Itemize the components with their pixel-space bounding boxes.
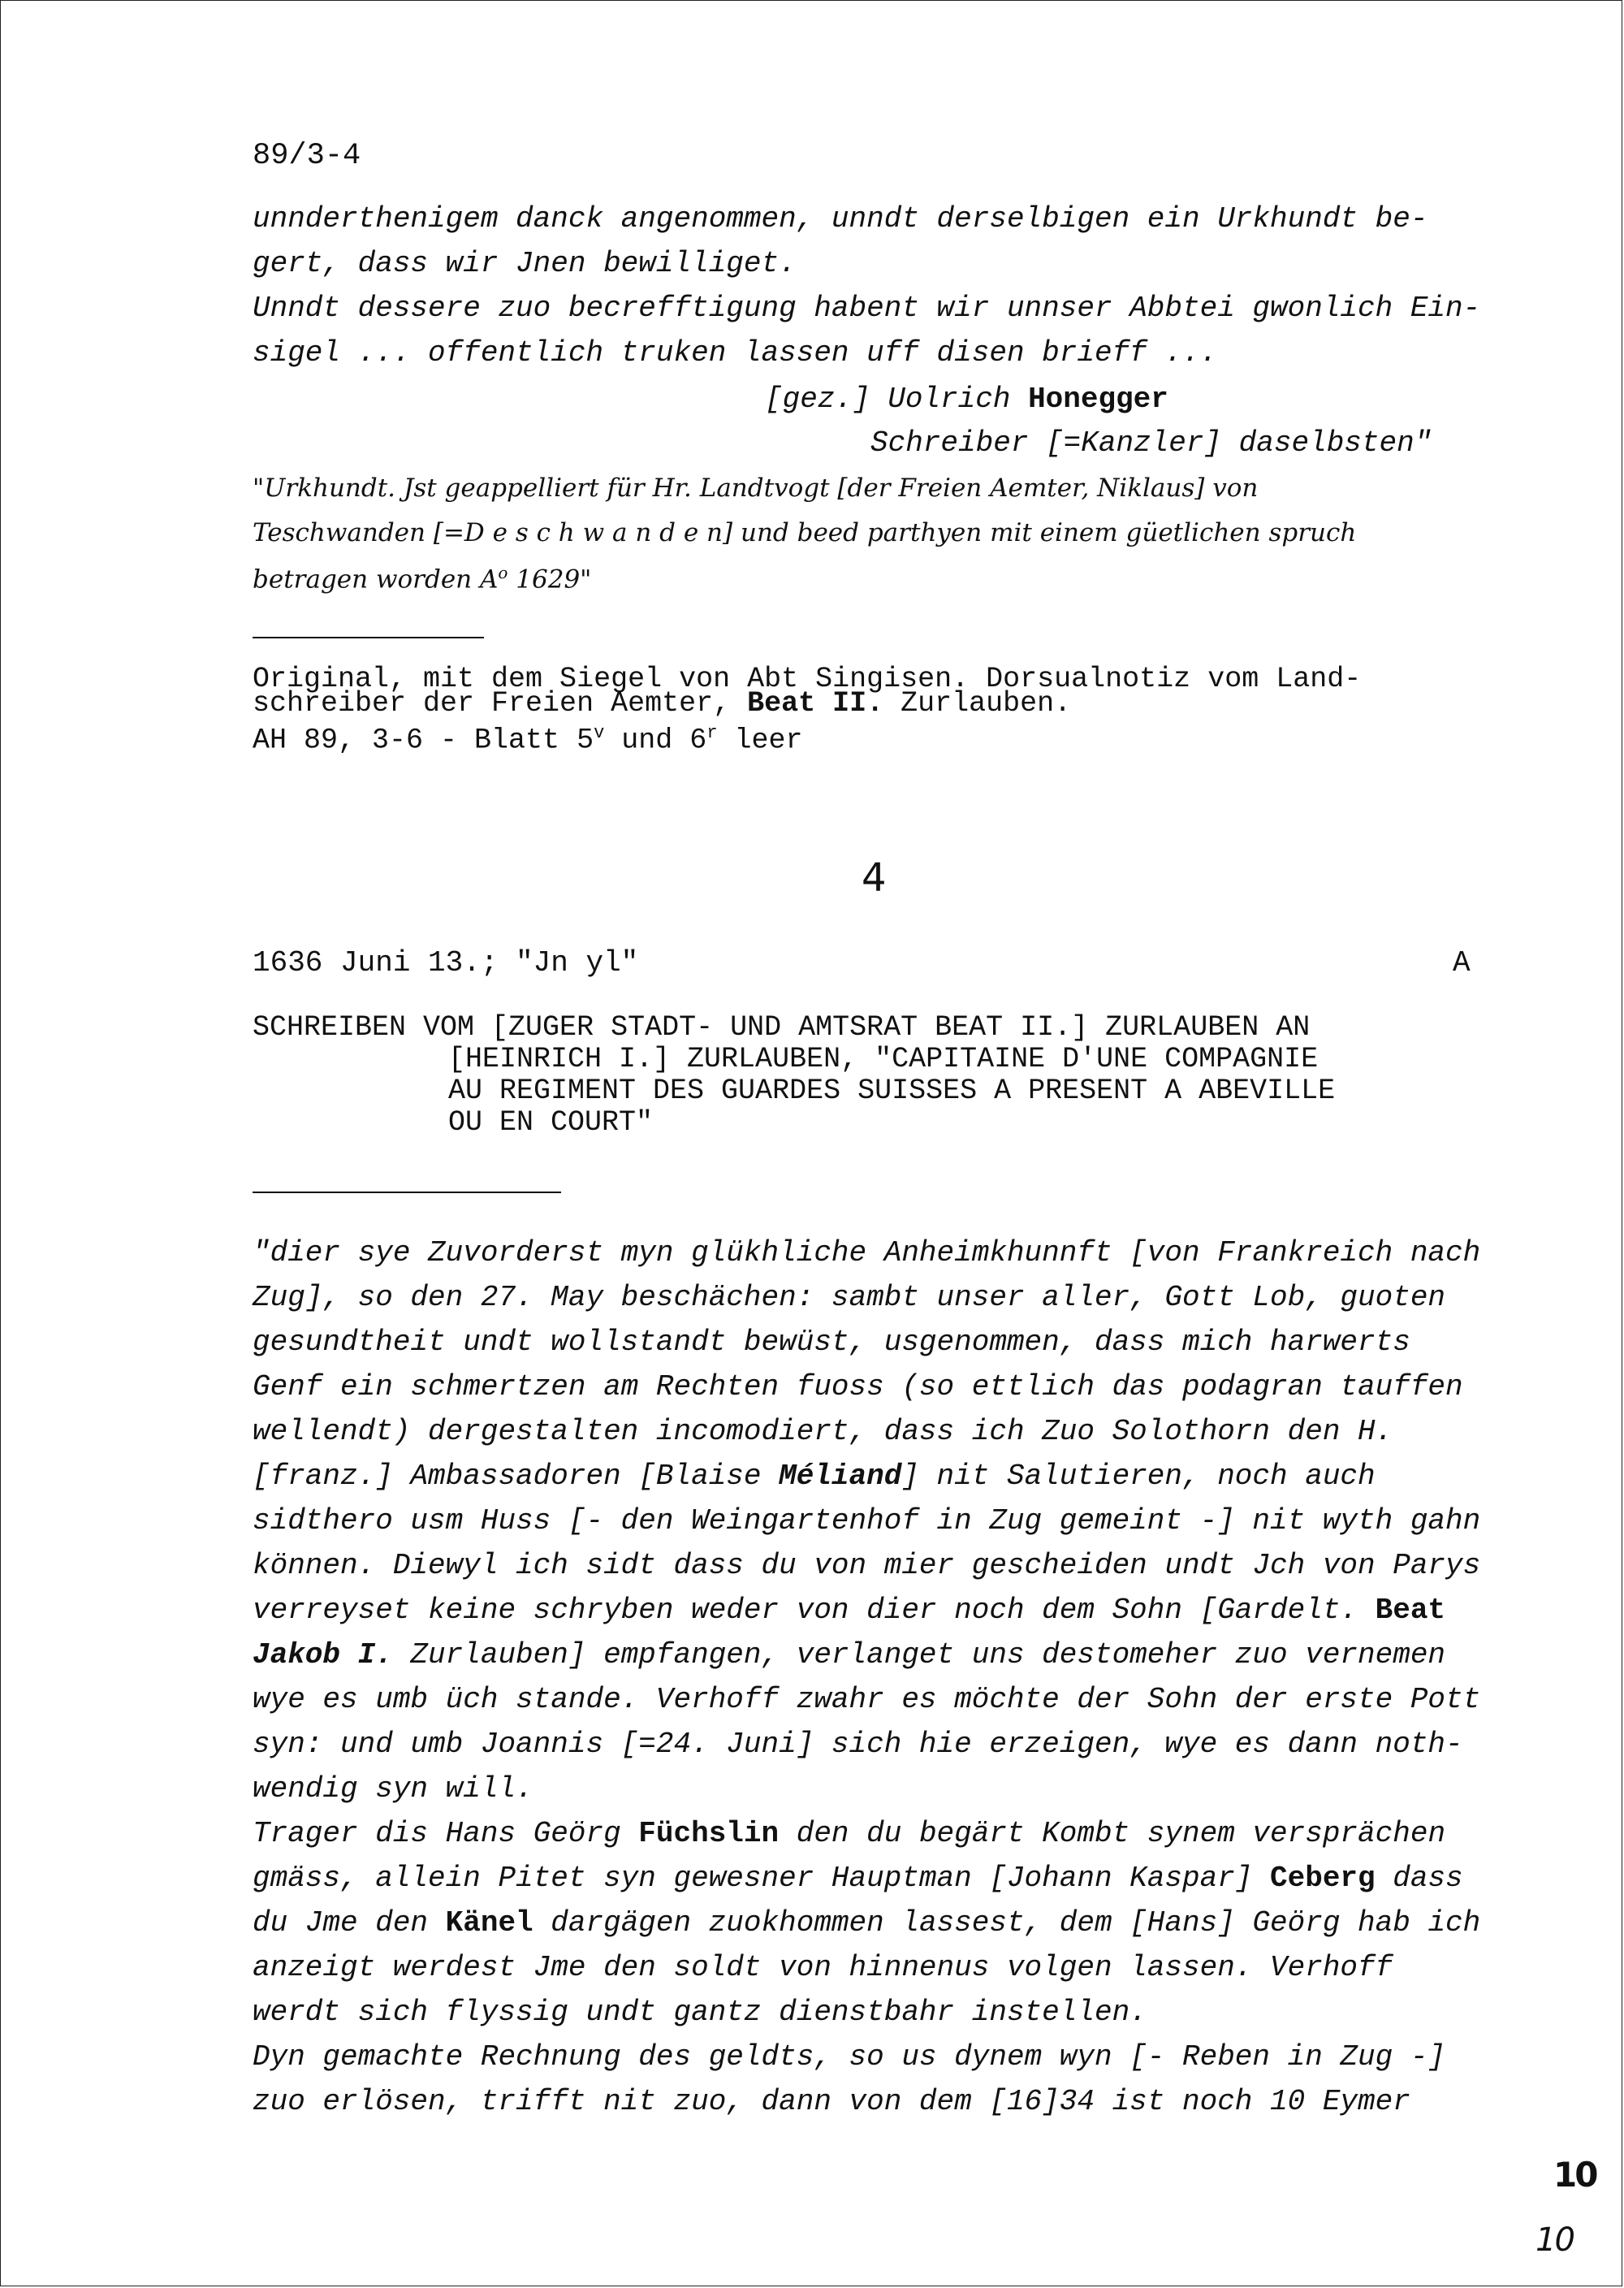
text-line: syn: und umb Joannis [=24. Juni] sich hie erzeigen, wye es dann noth- (253, 1728, 1463, 1761)
separator-rule (253, 637, 484, 638)
text-line: zuo erlösen, trifft nit zuo, dann von dem [16]34 ist noch 10 Eymer (253, 2085, 1410, 2118)
text-line: [franz.] Ambassadoren [Blaise Méliand] nit Salutieren, noch auch (253, 1460, 1376, 1493)
signer-name: Honegger (1028, 383, 1168, 416)
text-line: Jakob I. Zurlauben] empfangen, verlanget uns destomeher zuo vernemen (253, 1638, 1446, 1672)
source-note-line: Original, mit dem Siegel von Abt Singisen. Dorsualnotiz vom Land- (253, 663, 1362, 695)
text-line: anzeigt werdest Jme den soldt von hinnenus volgen lassen. Verhoff (253, 1951, 1393, 1984)
document-title-line: SCHREIBEN VOM [ZUGER STADT- UND AMTSRAT BEAT II.] ZURLAUBEN AN (253, 1011, 1311, 1044)
text-line: gert, dass wir Jnen bewilliget. (253, 247, 797, 280)
text-line: Zug], so den 27. May beschächen: sambt unser aller, Gott Lob, guoten (253, 1281, 1446, 1314)
text-line: wellendt) dergestalten incomodiert, dass ich Zuo Solothorn den H. (253, 1415, 1393, 1448)
text-line: verreyset keine schryben weder von dier noch dem Sohn [Gardelt. Beat (253, 1594, 1446, 1627)
document-title-line: OU EN COURT" (448, 1106, 654, 1139)
reference-number: 89/3-4 (253, 139, 361, 173)
text-line: werdt sich flyssig undt gantz dienstbahr instellen. (253, 1996, 1147, 2029)
document-class-letter: A (1453, 946, 1471, 980)
text-line: gmäss, allein Pitet syn gewesner Hauptman [Johann Kaspar] Ceberg dass (253, 1862, 1463, 1895)
text-line: gesundtheit undt wollstandt bewüst, usgenommen, dass mich harwerts (253, 1326, 1410, 1359)
text-line: unnderthenigem danck angenommen, unndt derselbigen ein Urkhundt be- (253, 202, 1428, 236)
document-title-line: [HEINRICH I.] ZURLAUBEN, "CAPITAINE D'UNE COMPAGNIE (448, 1043, 1319, 1075)
archival-note-line: Teschwanden [=D e s c h w a n d e n] und beed parthyen mit einem güetlichen spruch (253, 518, 1357, 547)
text-line: wendig syn will. (253, 1772, 533, 1806)
text-line: Genf ein schmertzen am Rechten fuoss (so ettlich das podagran tauffen (253, 1370, 1463, 1404)
signature-line: [gez.] Uolrich Honegger (765, 383, 1168, 416)
archival-note-line: betragen worden $A^o$ 1629" (253, 563, 592, 595)
text-line: sidthero usm Huss [- den Weingartenhof in Zug gemeint -] nit wyth gahn (253, 1504, 1481, 1538)
text-line: wye es umb üch stande. Verhoff zwahr es möchte der Sohn der erste Pott (253, 1683, 1481, 1716)
source-note-line: schreiber der Freien Aemter, Beat II. Zurlauben. (253, 687, 1072, 720)
text-line: du Jme den Känel dargägen zuokhommen lassest, dem [Hans] Geörg hab ich (253, 1906, 1481, 1940)
document-date: 1636 Juni 13.; "Jn yl" (253, 946, 639, 980)
text-line: können. Diewyl ich sidt dass du von mier gescheiden undt Jch von Parys (253, 1549, 1481, 1582)
text-line: "dier sye Zuvorderst myn glükhliche Anheimkhunnft [von Frankreich nach (253, 1236, 1481, 1269)
text-line: sigel ... offentlich truken lassen uff disen brieff ... (253, 336, 1218, 370)
page-number: 10 (1553, 2155, 1596, 2195)
separator-rule (253, 1192, 561, 1193)
document-number: 4 (862, 855, 887, 901)
handwritten-page-number: 10 (1535, 2221, 1574, 2259)
text-line: Trager dis Hans Geörg Füchslin den du begärt Kombt synem versprächen (253, 1817, 1446, 1850)
text-line: Unndt dessere zuo becrefftigung habent wir unnser Abbtei gwonlich Ein- (253, 292, 1481, 325)
source-note-line: AH 89, 3-6 - Blatt 5$^v$ und 6$^r$ leer (253, 723, 803, 757)
signer-title: Schreiber [=Kanzler] daselbsten" (870, 426, 1432, 460)
text-line: Dyn gemachte Rechnung des geldts, so us dynem wyn [- Reben in Zug -] (253, 2040, 1446, 2074)
document-title-line: AU REGIMENT DES GUARDES SUISSES A PRESENT A ABEVILLE (448, 1075, 1336, 1107)
archival-note-line: "Urkhundt. Jst geappelliert für Hr. Landtvogt [der Freien Aemter, Niklaus] von (253, 474, 1259, 503)
